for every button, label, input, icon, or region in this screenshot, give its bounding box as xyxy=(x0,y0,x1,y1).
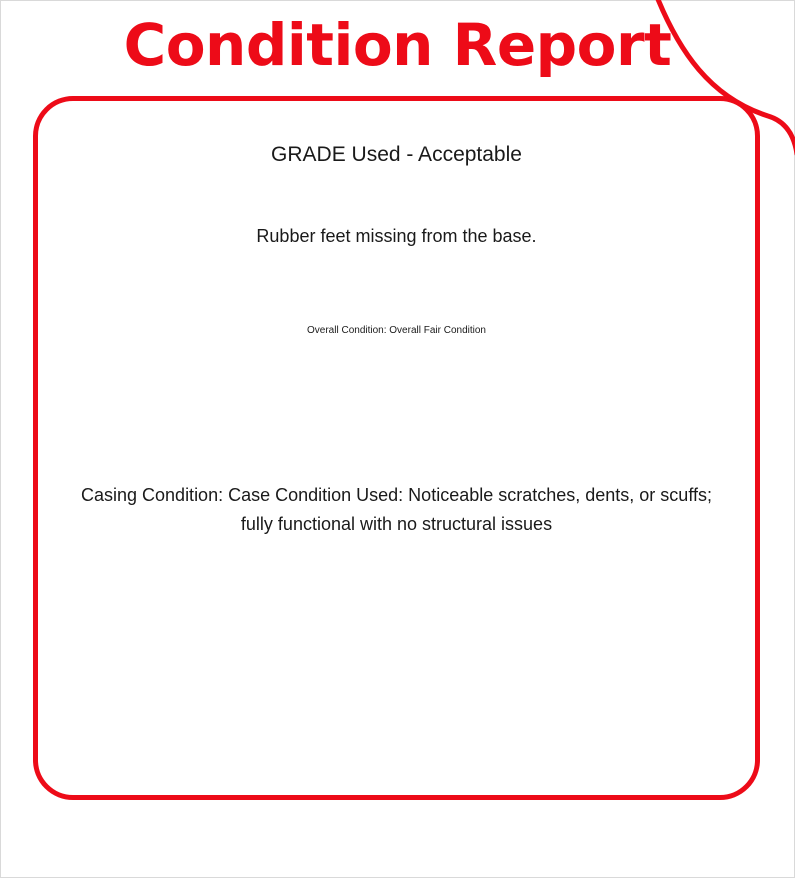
casing-condition-line: Casing Condition: Case Condition Used: Noticeable scratches, dents, or scuffs; fully functional with no structural issues xyxy=(81,485,712,534)
page-title: Condition Report xyxy=(123,11,672,79)
overall-condition-line: Overall Condition: Overall Fair Condition xyxy=(307,325,486,336)
grade-line: GRADE Used - Acceptable xyxy=(271,143,522,166)
report-content xyxy=(33,96,760,800)
condition-note-line: Rubber feet missing from the base. xyxy=(256,226,537,246)
